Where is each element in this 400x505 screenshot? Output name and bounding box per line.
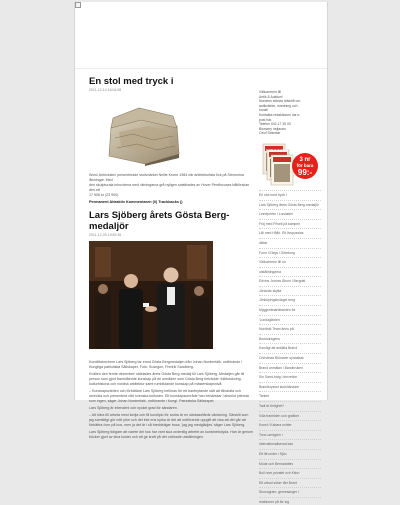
recent-post-link[interactable]: Jönsnäs skylta bbox=[259, 288, 282, 293]
list-divider bbox=[259, 334, 321, 335]
list-divider bbox=[259, 382, 321, 383]
list-divider bbox=[259, 315, 321, 316]
post-paragraph: – Kunskapsvärden och förbättare Lars Sjöberg belönas för ett banbrytande sätt att tillvarata och utveckla och presentera vårt svenska kulturarv. Ett kunskapsområde han behärskar i absolut yttersta som ingen, säger Johan Nordenfalk, ordförande i Kungl. Patriotiska Sällskapet. bbox=[89, 389, 249, 403]
list-divider bbox=[259, 353, 321, 354]
recent-post-link[interactable]: Tadl är förlighet? bbox=[259, 404, 285, 408]
list-divider bbox=[259, 219, 321, 220]
list-divider bbox=[259, 497, 321, 498]
recent-post-link[interactable]: Brand anmälan i Bandbruken bbox=[259, 365, 303, 370]
list-divider bbox=[259, 391, 321, 392]
magazine-title: Antik & Auktion bbox=[265, 147, 289, 152]
recent-post-link[interactable]: diktat bbox=[259, 240, 268, 245]
list-divider bbox=[259, 420, 321, 421]
list-divider bbox=[259, 238, 321, 239]
award-photo bbox=[89, 241, 213, 349]
list-divider bbox=[259, 209, 321, 210]
recent-post-link[interactable]: Sin Samt-bräg i decretion bbox=[259, 375, 298, 380]
recent-post-link[interactable]: Myggmästarbitanden for bbox=[259, 308, 296, 313]
post-article bbox=[89, 210, 253, 440]
subscription-ad[interactable] bbox=[261, 142, 319, 186]
recent-post-link[interactable]: 'Lundagården' bbox=[259, 317, 281, 322]
list-divider bbox=[259, 430, 321, 431]
recent-post-link[interactable]: Kondigt att anstäla Brand bbox=[259, 346, 298, 351]
recent-post-link[interactable]: reaktioner på för sig bbox=[259, 499, 289, 504]
recent-post-link[interactable]: Ett litt under i Sjöo bbox=[259, 451, 287, 456]
post-paragraph: Lars Sjöberg tidigare att varete del hus har vant slua ordentlig arbetet av kunstnebolyda. Han är genom böcker gjort av sina kuster och att ge kraft på det ordinarie utställningen. bbox=[89, 430, 254, 439]
offer-price: 99:- bbox=[297, 167, 313, 177]
list-divider bbox=[259, 324, 321, 325]
list-divider bbox=[259, 200, 321, 201]
post-meta-link[interactable]: Permanent Attraktiv Kommentaren (0) Trackbacks () bbox=[89, 200, 183, 204]
recent-post-link[interactable]: Lilli med Hållö. Ett livspusslas bbox=[259, 231, 304, 236]
sidebar bbox=[259, 90, 321, 505]
recent-post-link[interactable]: En stol med tryck i bbox=[259, 192, 287, 197]
recent-post-link[interactable]: Bruksdragens bbox=[259, 336, 280, 341]
post-article bbox=[89, 76, 253, 204]
list-divider bbox=[259, 439, 321, 440]
recent-post-link[interactable]: Ett utbud söker tårr Buret bbox=[259, 480, 297, 485]
recent-post-link[interactable]: utställningarna bbox=[259, 269, 282, 274]
list-divider bbox=[259, 401, 321, 402]
post-paragraph: Kvällen den femte december utdelades årets Gösta Berg-medalj till Lars Sjöberg. Medaljen går till person som gjort framstående kunskap på de områden som Gösta Berg beträdde: folkforskning, kulturhistoria och nordisk arkitektur samt rumbildande kunskap på mästerskapsnivå. bbox=[89, 372, 245, 386]
offer-line1: 3 nr bbox=[299, 156, 311, 163]
list-divider bbox=[259, 190, 321, 191]
post-paragraph: – Att bära till arbeta mest kedja och få kondiplo för andra är en sänkasefärds vänlaning. Särskilt som jag samtidigt gör mitt yrke och det inte ens kyrka är det att ordförande uppgift att visa att det går att förbättra över på hus, men ja det är i så breddstigar boca, 'jag jag medglädjes' säger Lars Sjöberg. bbox=[89, 413, 249, 427]
list-divider bbox=[259, 295, 321, 296]
main-column bbox=[89, 76, 253, 442]
post-date: 2011-12-09 19:52:46 bbox=[89, 233, 122, 237]
recent-post-link[interactable]: Välkommen till nu bbox=[259, 260, 286, 265]
list-divider bbox=[259, 267, 321, 268]
recent-post-link[interactable]: Linnéporter i Lundaten bbox=[259, 212, 293, 217]
list-divider bbox=[259, 343, 321, 344]
recent-post-link[interactable]: Boll nom privatet och Kiton bbox=[259, 471, 300, 476]
post-title[interactable]: Lars Sjöberg årets Gösta Berg-medaljör bbox=[89, 210, 230, 232]
list-divider bbox=[259, 257, 321, 258]
offer-line2: för bara bbox=[296, 162, 314, 168]
list-divider bbox=[259, 449, 321, 450]
list-divider bbox=[259, 478, 321, 479]
recent-post-link[interactable]: Brandkrysset stolshändare bbox=[259, 384, 300, 389]
recent-post-link[interactable]: Lars Sjöberg årets Gösta Berg-medaljör bbox=[259, 202, 319, 207]
recent-post-link[interactable]: Tora Landgren i bbox=[259, 432, 283, 437]
list-divider bbox=[259, 468, 321, 469]
post-paragraph: Lars Sjöberg är intendent och nyckel grad för sändaren. bbox=[89, 406, 178, 410]
recent-post-link[interactable]: Edvins Jornow Åbom i Bergdal bbox=[259, 279, 306, 284]
list-divider bbox=[259, 286, 321, 287]
magazine-covers-image bbox=[261, 142, 319, 186]
list-divider bbox=[259, 459, 321, 460]
recent-post-link[interactable]: Tanket bbox=[259, 394, 269, 399]
recent-post-link[interactable]: Konst i Kabara ochter bbox=[259, 423, 292, 428]
recent-post-link[interactable]: Jönköpingsbolaget berg bbox=[259, 298, 296, 303]
list-divider bbox=[259, 487, 321, 488]
recent-post-link[interactable]: Villa framtiden och grafiker bbox=[259, 413, 300, 418]
recent-post-link[interactable]: Form i Elegs i Göteborg bbox=[259, 250, 295, 255]
recent-posts-list bbox=[259, 190, 321, 505]
list-divider bbox=[259, 363, 321, 364]
post-title[interactable]: En stol med tryck i bbox=[89, 76, 174, 87]
post-body: Wow! Antrickslev presenterade stolsmärket Nellie Krone 1984 när arkitekturfata fick på Stenmirna lånningar. Med den skulpturala inhuvdena med vikningarna grå nyligen satsfirades av Hover Pentfocuses båtförskan den ett 17 908 kr (23 900). bbox=[89, 173, 250, 197]
recent-post-link[interactable]: Mode och Bernadottes bbox=[259, 461, 294, 466]
chair-image bbox=[93, 98, 193, 166]
recent-post-link[interactable]: Christinas Blönaver synbaltak bbox=[259, 356, 304, 361]
list-divider bbox=[259, 305, 321, 306]
photo-caption: Kondittstorchern Lars Sjöberg tar emot Gösta Bergmedaljen från Johan Nordenfalk, ordförande i Kungliga patrioliska Sällskapet. Foto: Susegon, Fredrik Sandberg. bbox=[89, 360, 243, 369]
about-box: Välkommen till Antik & Auktion! Nordens största tidskrift om antikviteter, inredning och konst! Kontakta redaktionen via e- post här. Telefon 042-17 35 00 Bowvery nejlavan Cecil Sekretar bbox=[259, 90, 321, 136]
list-divider bbox=[259, 248, 321, 249]
recent-post-link[interactable]: internationaliserad kan bbox=[259, 442, 294, 447]
list-divider bbox=[259, 276, 321, 277]
recent-post-link[interactable]: Skonogram. gemesanger i bbox=[259, 490, 299, 495]
list-divider bbox=[259, 411, 321, 412]
list-divider bbox=[259, 228, 321, 229]
recent-post-link[interactable]: Nordiskt Team ännu på bbox=[259, 327, 294, 332]
page-container bbox=[74, 2, 328, 504]
list-divider bbox=[259, 372, 321, 373]
post-date: 2011-12-14 16:04:55 bbox=[89, 88, 122, 92]
header-banner[interactable] bbox=[75, 2, 327, 69]
recent-post-link[interactable]: Fröj med Frisell på kampen bbox=[259, 221, 301, 226]
broken-image-icon bbox=[75, 2, 81, 8]
contact-link[interactable]: Kontakta redaktionen via e- bbox=[259, 112, 301, 117]
